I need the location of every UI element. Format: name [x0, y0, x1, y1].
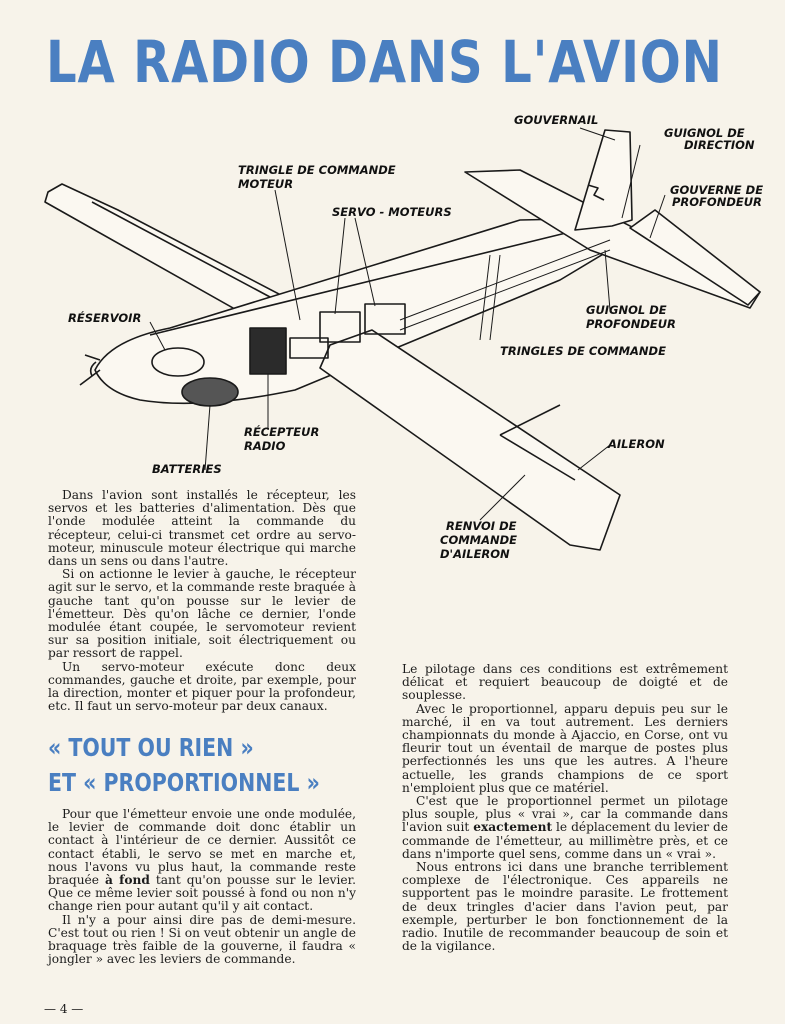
label-tringle-1: TRINGLE DE COMMANDE: [238, 163, 396, 177]
label-reservoir: RÉSERVOIR: [68, 311, 142, 325]
label-renvoi-2: COMMANDE: [440, 533, 518, 547]
paragraph: Nous entrons ici dans une branche terriblement complexe de l'électronique. Ces appareils ne supportent pas le moindre parasite. Le frottement de deux tringles d'acier dans l'avion peut, par exemple, perturber le bon fonctionnement de la radio. Inutile de recommander beaucoup de soin et de la vigilance.: [402, 860, 728, 954]
label-guignol-direction-1: GUIGNOL DE: [664, 126, 745, 140]
label-recepteur-2: RADIO: [244, 439, 286, 453]
page-number: — 4 —: [44, 1002, 84, 1016]
column-intro: [48, 489, 356, 713]
text-run: tant qu'on pousse sur le levier. Que ce même levier soit poussé à fond ou non n'y change rien pour autant qu'il y ait contact.: [48, 873, 356, 914]
bold-text: à fond: [104, 873, 150, 888]
label-guignol-direction-2: DIRECTION: [684, 138, 755, 152]
label-batteries: BATTERIES: [152, 462, 222, 476]
text-run: C'est que le proportionnel permet un pilotage plus souple, plus « vrai », car la commande dans l'avion suit: [402, 794, 728, 835]
paragraph: [48, 808, 356, 914]
label-servo-moteurs: SERVO - MOTEURS: [332, 205, 452, 219]
text-run: le déplacement du levier de commande de l'émetteur, au millimètre près, et ce dans n'importe quel sens, comme dans un « vrai ».: [402, 820, 728, 861]
bold-text: exactement: [473, 820, 553, 835]
paragraph: Dans l'avion sont installés le récepteur, les servos et les batteries d'alimentation. Dès que l'onde modulée atteint la commande du récepteur, celui-ci transmet cet ordre au servo-moteur, minuscule moteur électrique qui marche dans un sens ou dans l'autre.: [48, 488, 356, 569]
column-tout-ou-rien: [48, 808, 356, 966]
column-proportionnel: [402, 663, 728, 953]
label-gouverne-1: GOUVERNE DE: [670, 183, 764, 197]
label-guignol-profondeur-1: GUIGNOL DE: [586, 303, 667, 317]
paragraph: Le pilotage dans ces conditions est extrêmement délicat et requiert beaucoup de doigté et de souplesse.: [402, 662, 728, 703]
paragraph: Avec le proportionnel, apparu depuis peu sur le marché, il en va tout autrement. Les derniers championnats du monde à Ajaccio, en Corse, ont vu fleurir tout un éventail de marque de postes plus perfectionnés les uns que les autres. A l'heure actuelle, les grands champions de ce sport n'emploient plus que ce matériel.: [402, 701, 728, 795]
label-tringles-commande: TRINGLES DE COMMANDE: [500, 344, 666, 358]
page-title: LA RADIO DANS L'AVION: [46, 28, 723, 96]
label-gouvernail: GOUVERNAIL: [514, 113, 599, 127]
label-gouverne-2: PROFONDEUR: [672, 195, 762, 209]
section-heading-line-2: ET « PROPORTIONNEL »: [48, 768, 320, 797]
section-heading-line-1: « TOUT OU RIEN »: [48, 733, 254, 762]
paragraph: [402, 795, 728, 861]
label-renvoi-3: D'AILERON: [440, 547, 510, 561]
paragraph: Il n'y a pour ainsi dire pas de demi-mesure. C'est tout ou rien ! Si on veut obtenir un angle de braquage très faible de la gouverne, il faudra « jongler » avec les leviers de commande.: [48, 912, 356, 967]
text-run: Pour que l'émetteur envoie une onde modulée, le levier de commande doit donc établir un contact à l'intérieur de ce dernier. Aussitôt ce contact établi, le servo se met en marche et, nous l'avons vu plus haut, la commande reste braquée: [48, 807, 356, 888]
section-heading: [48, 730, 320, 800]
paragraph: Si on actionne le levier à gauche, le récepteur agit sur le servo, et la commande reste braquée à gauche tant qu'on pousse sur le levier de l'émetteur. Dès qu'on lâche ce dernier, l'onde modulée étant coupée, le servomoteur revient sur sa position initiale, soit électriquement ou par ressort de rappel.: [48, 567, 356, 661]
paragraph: Un servo-moteur exécute donc deux commandes, gauche et droite, par exemple, pour la direction, monter et piquer pour la profondeur, etc. Il faut un servo-moteur par deux canaux.: [48, 659, 356, 714]
label-renvoi-1: RENVOI DE: [446, 519, 517, 533]
label-guignol-profondeur-2: PROFONDEUR: [586, 317, 676, 331]
label-aileron: AILERON: [608, 437, 665, 451]
label-recepteur-1: RÉCEPTEUR: [244, 425, 320, 439]
label-tringle-2: MOTEUR: [238, 177, 294, 191]
